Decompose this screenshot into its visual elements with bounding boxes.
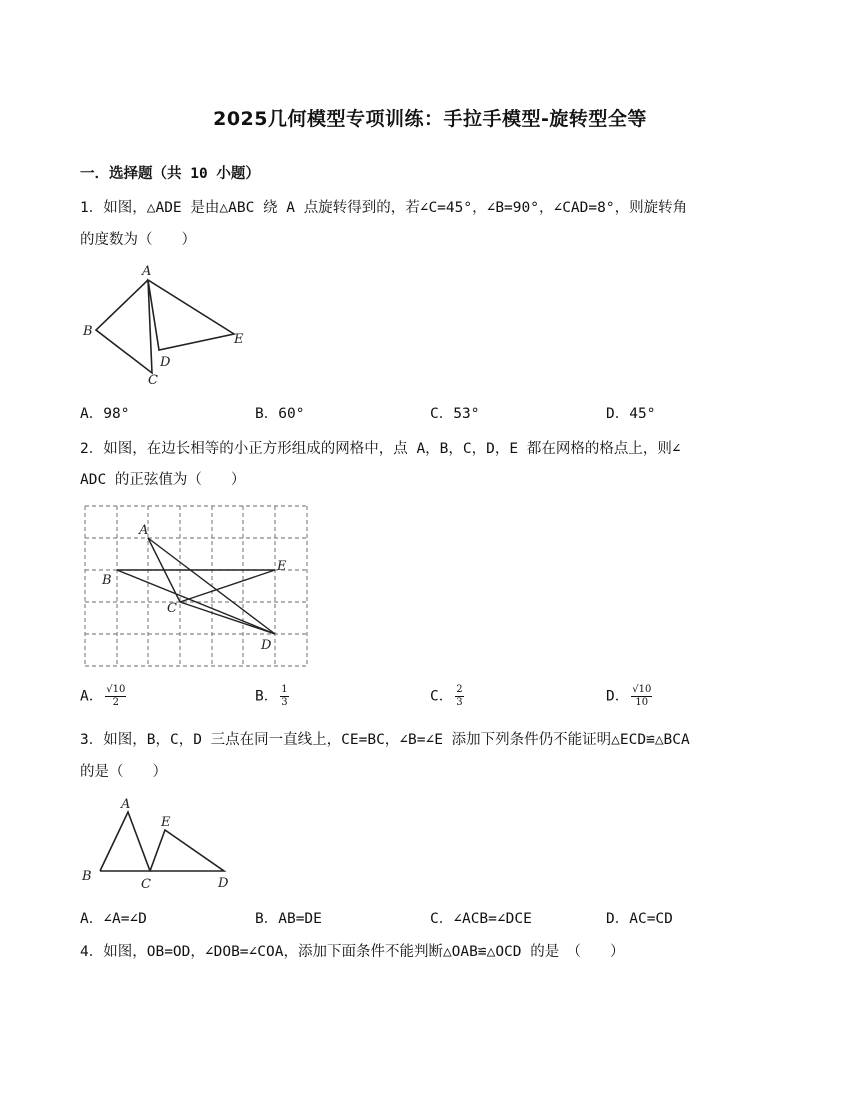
q3-figure bbox=[78, 792, 238, 892]
q3-label-b: B bbox=[82, 869, 92, 884]
q2-grid bbox=[85, 506, 307, 666]
q2-option-a[interactable]: A． $\frac{√10}{2}$ bbox=[80, 684, 126, 708]
q2-label-c: C bbox=[167, 601, 177, 616]
q1-option-c[interactable]: C．53° bbox=[430, 406, 480, 422]
q1-label-c: C bbox=[148, 373, 158, 388]
q3-option-a[interactable]: A．∠A=∠D bbox=[80, 911, 147, 927]
q3-label-c: C bbox=[141, 877, 151, 892]
q2-label-d: D bbox=[261, 638, 272, 653]
q1-label-e: E bbox=[234, 332, 244, 347]
q2-label-e: E bbox=[277, 559, 287, 574]
q1-label-b: B bbox=[83, 324, 93, 339]
q2-text-line1: 2．如图，在边长相等的小正方形组成的网格中，点 A，B，C，D，E 都在网格的格点上，则∠ bbox=[80, 441, 681, 457]
q1-figure bbox=[76, 260, 266, 390]
q2-option-c[interactable]: C． $\frac{2}{3}$ bbox=[430, 684, 463, 708]
q2-figure-lines bbox=[117, 538, 275, 634]
q3-text-line1: 3．如图，B，C，D 三点在同一直线上，CE=BC，∠B=∠E 添加下列条件仍不能证明△ECD≌△BCA bbox=[80, 732, 690, 748]
q3-label-d: D bbox=[218, 876, 229, 891]
q2-text-line2: ADC 的正弦值为（ ） bbox=[80, 472, 246, 488]
q1-text-line2: 的度数为（ ） bbox=[80, 232, 196, 248]
q2-label-a: A bbox=[139, 523, 149, 538]
q3-option-d[interactable]: D．AC=CD bbox=[606, 911, 673, 927]
section-heading: 一．选择题（共 10 小题） bbox=[80, 166, 260, 182]
q1-option-d[interactable]: D．45° bbox=[606, 406, 656, 422]
q3-text-line2: 的是（ ） bbox=[80, 764, 167, 780]
q4-text-line1: 4．如图，OB=OD，∠DOB=∠COA，添加下面条件不能判断△OAB≌△OCD 的是 （ ） bbox=[80, 944, 625, 960]
q1-label-a: A bbox=[142, 264, 152, 279]
q2-grid-figure bbox=[80, 500, 315, 672]
q3-label-a: A bbox=[121, 797, 131, 812]
q2-label-b: B bbox=[102, 573, 112, 588]
q3-option-c[interactable]: C．∠ACB=∠DCE bbox=[430, 911, 532, 927]
q2-option-b[interactable]: B． $\frac{1}{3}$ bbox=[255, 684, 288, 708]
q1-option-b[interactable]: B．60° bbox=[255, 406, 305, 422]
q1-option-a[interactable]: A．98° bbox=[80, 406, 130, 422]
q1-text-line1: 1．如图，△ADE 是由△ABC 绕 A 点旋转得到的，若∠C=45°，∠B=90°，∠CAD=8°，则旋转角 bbox=[80, 200, 688, 216]
q2-option-d[interactable]: D． $\frac{√10}{10}$ bbox=[606, 684, 652, 708]
page-title: 2025几何模型专项训练：手拉手模型-旋转型全等 bbox=[213, 108, 647, 130]
q3-option-b[interactable]: B．AB=DE bbox=[255, 911, 322, 927]
q1-label-d: D bbox=[160, 355, 171, 370]
q3-label-e: E bbox=[161, 815, 171, 830]
